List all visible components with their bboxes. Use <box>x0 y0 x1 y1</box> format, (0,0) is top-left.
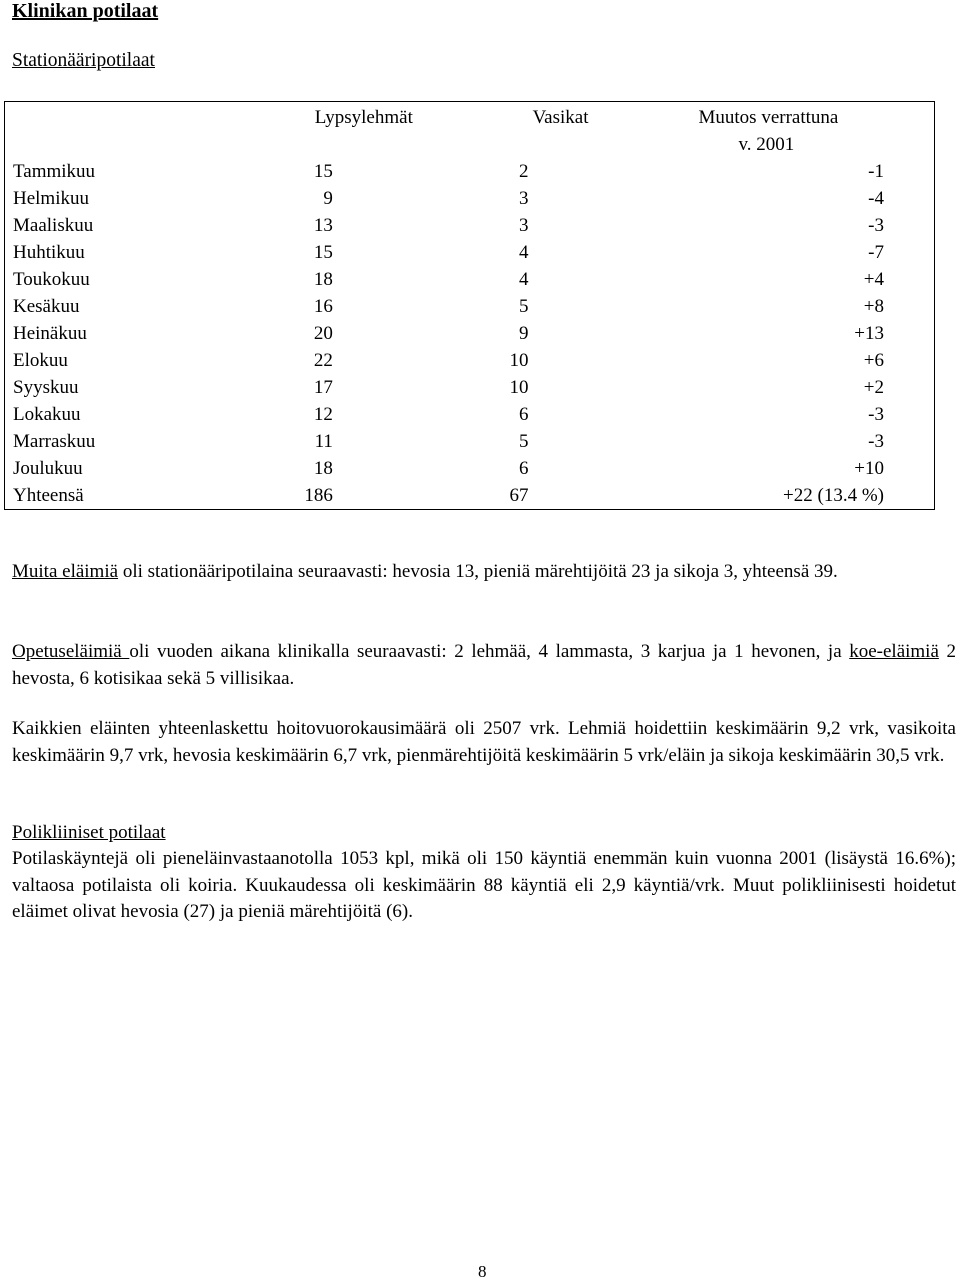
paragraph-teaching-animals <box>12 639 956 692</box>
table-row <box>5 428 935 455</box>
cell-change: -3 <box>868 215 884 236</box>
cell-cows: 9 <box>323 188 333 209</box>
table-row <box>5 347 935 374</box>
cell-calves: 67 <box>509 485 529 506</box>
cell-calves: 3 <box>519 188 529 209</box>
cell-change: -3 <box>868 404 884 425</box>
inpatient-table <box>4 101 935 510</box>
cell-cows: 18 <box>313 269 333 290</box>
cell-cows: 17 <box>313 377 333 398</box>
cell-change: -3 <box>868 431 884 452</box>
table-row <box>5 401 935 428</box>
cell-cows: 22 <box>313 350 333 371</box>
cell-month: Joulukuu <box>13 458 83 479</box>
header-change-line2: v. 2001 <box>738 134 795 155</box>
cell-month: Syyskuu <box>13 377 79 398</box>
table-row <box>5 320 935 347</box>
cell-cows: 11 <box>314 431 333 452</box>
cell-cows: 18 <box>313 458 333 479</box>
cell-cows: 15 <box>313 242 333 263</box>
table-row <box>5 293 935 320</box>
other-animals-label: Muita eläimiä <box>12 561 119 582</box>
header-month <box>5 102 222 159</box>
cell-change: -7 <box>868 242 884 263</box>
cell-calves: 5 <box>519 431 529 452</box>
cell-cows: 15 <box>313 161 333 182</box>
section-heading-outpatients: Polikliiniset potilaat <box>12 822 166 843</box>
cell-month: Tammikuu <box>13 161 96 182</box>
table-row <box>5 239 935 266</box>
cell-month: Marraskuu <box>13 431 96 452</box>
table-row <box>5 212 935 239</box>
paragraph-care-days: Kaikkien eläinten yhteenlaskettu hoitovuorokausimäärä oli 2507 vrk. Lehmiä hoidettiin keskimäärin 9,2 vrk, vasikoita keskimäärin 9,7 vrk, hevosia keskimäärin 6,7 vrk, pienmärehtijöitä keskimäärin 5 vrk/eläin ja sikoja keskimäärin 30,5 vrk. <box>12 718 956 766</box>
cell-calves: 6 <box>519 404 529 425</box>
cell-calves: 4 <box>519 269 529 290</box>
header-change-line1: Muutos verrattuna <box>698 107 839 128</box>
cell-change: +4 <box>863 269 884 290</box>
cell-month: Helmikuu <box>13 188 89 209</box>
cell-calves: 4 <box>519 242 529 263</box>
teaching-animals-text: oli vuoden aikana klinikalla seuraavasti: 2 lehmää, 4 lammasta, 3 karjua ja 1 hevonen, ja <box>129 641 850 662</box>
table-header-row <box>5 102 935 159</box>
cell-calves: 9 <box>519 323 529 344</box>
header-change <box>589 102 935 159</box>
paragraph-outpatients: Potilaskäyntejä oli pieneläinvastaanotolla 1053 kpl, mikä oli 150 käyntiä enemmän kuin vuonna 2001 (lisäystä 16.6%); valtaosa potilaista oli koiria. Kuukaudessa oli keskimäärin 88 käyntiä eli 2,9 käyntiä/vrk. Muut polikliinisesti hoidetut eläimet olivat hevosia (27) ja pieniä märehtijöitä (6). <box>12 848 956 922</box>
table-row <box>5 266 935 293</box>
cell-cows: 13 <box>313 215 333 236</box>
table-row <box>5 185 935 212</box>
cell-month: Elokuu <box>13 350 68 371</box>
cell-cows: 12 <box>313 404 333 425</box>
section-heading-inpatients: Stationääripotilaat <box>12 50 155 71</box>
cell-cows: 186 <box>304 485 333 506</box>
cell-month: Kesäkuu <box>13 296 80 317</box>
cell-month: Maaliskuu <box>13 215 94 236</box>
cell-calves: 5 <box>519 296 529 317</box>
cell-cows: 16 <box>313 296 333 317</box>
cell-calves: 10 <box>509 350 529 371</box>
cell-change: +10 <box>854 458 884 479</box>
cell-cows: 20 <box>313 323 333 344</box>
cell-calves: 2 <box>519 161 529 182</box>
paragraph-other-animals <box>12 559 956 586</box>
header-calves: Vasikat <box>532 107 589 128</box>
table-row <box>5 482 935 510</box>
page-number: 8 <box>478 1262 487 1281</box>
cell-change: +2 <box>863 377 884 398</box>
cell-month: Heinäkuu <box>13 323 87 344</box>
cell-change: +8 <box>863 296 884 317</box>
table-row <box>5 455 935 482</box>
cell-calves: 6 <box>519 458 529 479</box>
test-animals-text: 2 hevosta, 6 kotisikaa sekä 5 villisikaa. <box>12 641 956 689</box>
cell-change: +6 <box>863 350 884 371</box>
page-title: Klinikan potilaat <box>12 0 159 22</box>
cell-month: Huhtikuu <box>13 242 85 263</box>
cell-change: +13 <box>854 323 884 344</box>
table-row <box>5 158 935 185</box>
table-row <box>5 374 935 401</box>
header-cows: Lypsylehmät <box>314 107 413 128</box>
cell-change: -4 <box>868 188 884 209</box>
cell-month: Toukokuu <box>13 269 90 290</box>
other-animals-text: oli stationääripotilaina seuraavasti: hevosia 13, pieniä märehtijöitä 23 ja sikoja 3, yhteensä 39. <box>118 561 838 582</box>
cell-change: +22 (13.4 %) <box>783 485 884 506</box>
cell-month: Yhteensä <box>13 485 84 506</box>
test-animals-label: koe-eläimiä <box>849 641 939 662</box>
cell-month: Lokakuu <box>13 404 81 425</box>
teaching-animals-label: Opetuseläimiä <box>12 641 130 662</box>
cell-calves: 10 <box>509 377 529 398</box>
cell-calves: 3 <box>519 215 529 236</box>
cell-change: -1 <box>868 161 884 182</box>
